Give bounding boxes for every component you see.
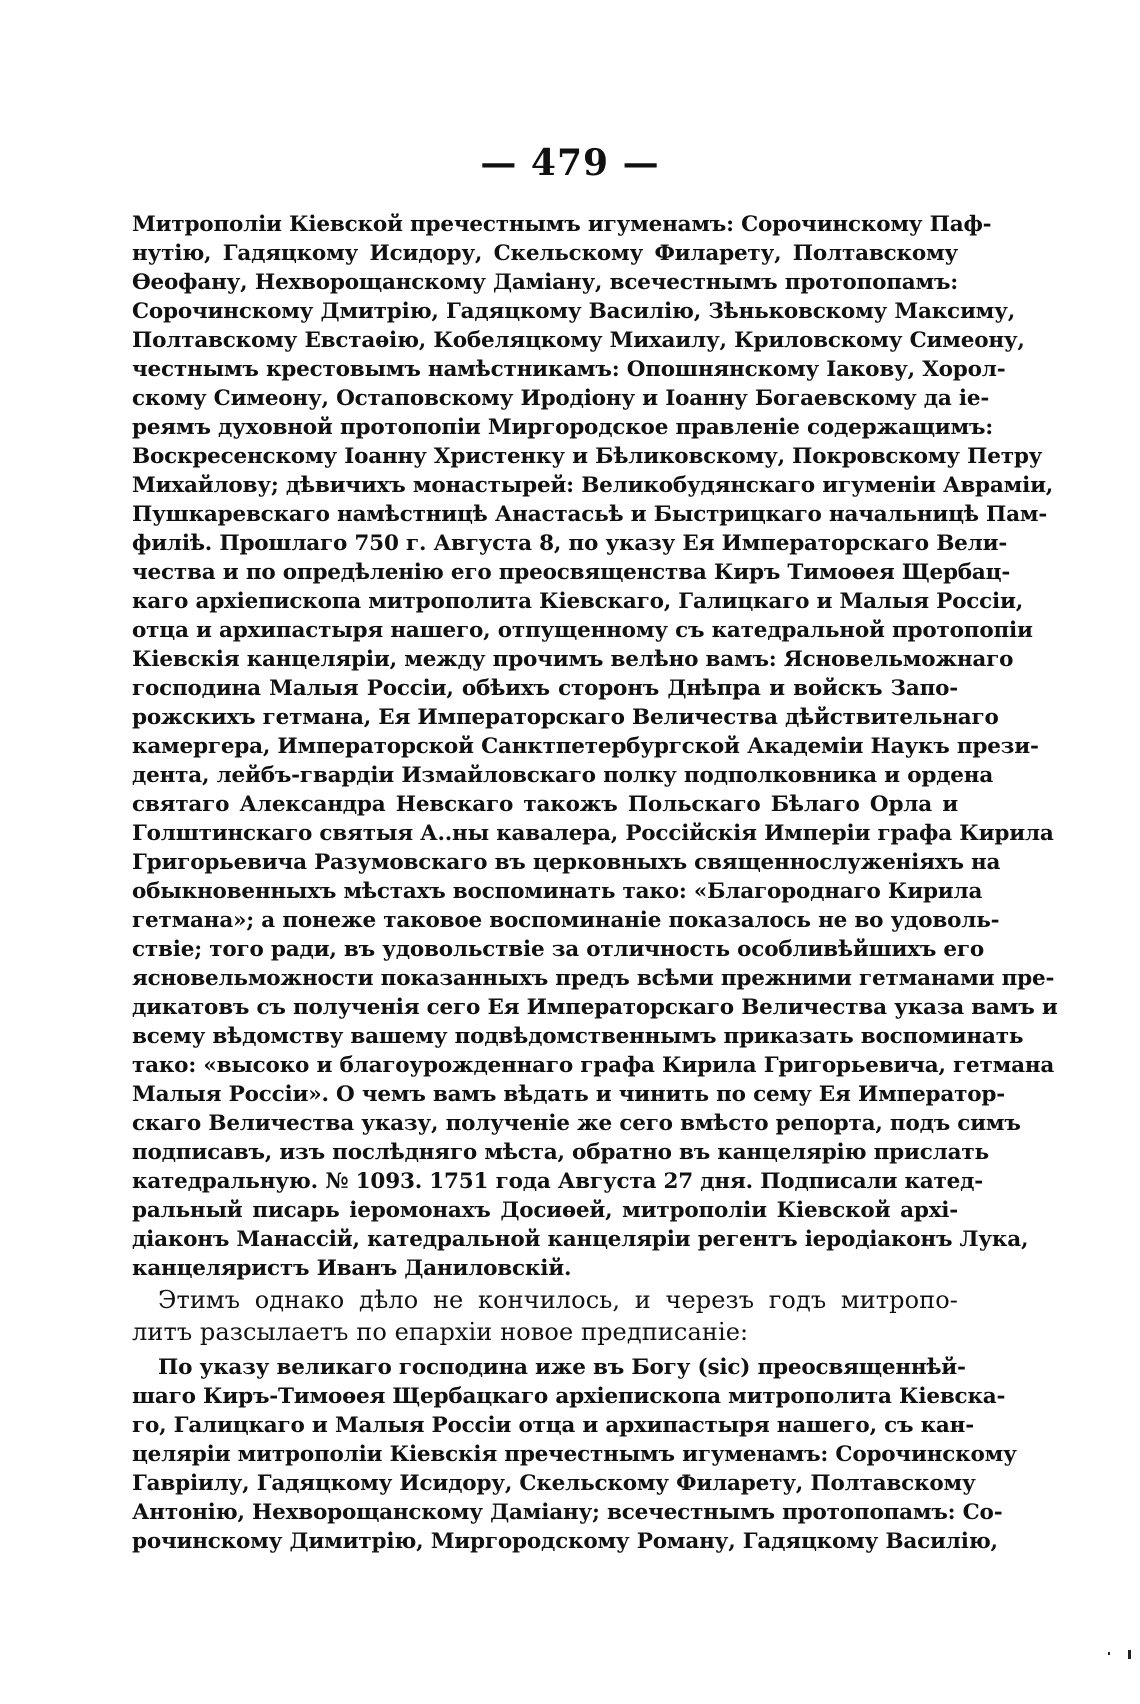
text-line: ствіе; того ради, въ удовольствіе за отличность особливѣйшихъ его (132, 937, 985, 962)
text-line: реямъ духовной протопопіи Миргородское правленіе содержащимъ: (132, 415, 994, 440)
text-line: филіѣ. Прошлаго 750 г. Августа 8, по указу Ея Императорскаго Вели- (132, 531, 1008, 556)
text-line: Ѳеофану, Нехворощанскому Даміану, всечестнымъ протопопамъ: (132, 270, 958, 295)
text-line: гетмана»; а понеже таковое воспоминаніе показалось не во удоволь- (132, 908, 1000, 933)
text-line: святаго Александра Невскаго такожъ Польскаго Бѣлаго Орла и (132, 792, 958, 817)
text-line: Пушкаревскаго намѣстницѣ Анастасьѣ и Быстрицкаго начальницѣ Пам- (132, 502, 1048, 527)
text-line: всему вѣдомству вашему подвѣдомственнымъ приказать воспоминать (132, 1024, 1024, 1049)
text-line: ясновельможности показанныхъ предъ всѣми прежними гетманами пре- (132, 966, 1055, 991)
text-line: обыкновенныхъ мѣстахъ воспоминать тако: «Благороднаго Кирила (132, 879, 983, 904)
text-line: честнымъ крестовымъ намѣстникамъ: Опошнянскому Іакову, Хорол- (132, 357, 1006, 382)
page-number: — 479 — (480, 142, 660, 184)
text-line: дикатовъ съ полученія сего Ея Императорскаго Величества указа вамъ и (132, 995, 1058, 1020)
text-line: каго архіепископа митрополита Кіевскаго, Галицкаго и Малыя Россіи, (132, 589, 1024, 614)
paragraph-decree-new (132, 1353, 1017, 1556)
text-line: скому Симеону, Остаповскому Иродіону и Іоанну Богаевскому да іе- (132, 386, 990, 411)
text-line: Митрополіи Кіевской пречестнымъ игуменамъ: Сорочинскому Паф- (132, 212, 992, 237)
text-line: тако: «высоко и благоурожденнаго графа Кирила Григорьевича, гетмана (132, 1053, 1055, 1078)
text-line: Михайлову; дѣвичихъ монастырей: Великобудянскаго игуменіи Авраміи, (132, 473, 1054, 498)
text-line: Григорьевича Разумовскаго въ церковныхъ священнослуженіяхъ на (132, 850, 1001, 875)
text-line: Гавріилу, Гадяцкому Исидору, Скельскому Филарету, Полтавскому (132, 1471, 976, 1496)
text-line: рочинскому Димитрію, Миргородскому Роману, Гадяцкому Василію, (132, 1529, 998, 1554)
text-line: господина Малыя Россіи, обѣихъ сторонъ Днѣпра и войскъ Запо- (132, 676, 958, 701)
text-line: Кіевскія канцеляріи, между прочимъ велѣно вамъ: Ясновельможнаго (132, 647, 1014, 672)
text-line: рожскихъ гетмана, Ея Императорскаго Величества дѣйствительнаго (132, 705, 999, 730)
paragraph-decree-1750 (132, 210, 1058, 1283)
text-line: Этимъ однако дѣло не кончилось, и черезъ годъ митропо- (158, 1286, 958, 1314)
text-line: дента, лейбъ-гвардіи Измайловскаго полку подполковника и ордена (132, 763, 994, 788)
text-line: діаконъ Манассій, катедральной канцеляріи регентъ іеродіаконъ Лука, (132, 1227, 1029, 1252)
text-line: подписавъ, изъ послѣдняго мѣста, обратно въ канцелярію прислать (132, 1140, 989, 1165)
text-line: ральный писарь іеромонахъ Досиѳей, митрополіи Кіевской архі- (132, 1198, 958, 1223)
text-line: Воскресенскому Іоанну Христенку и Бѣликовскому, Покровскому Петру (132, 444, 1043, 469)
text-line: катедральную. № 1093. 1751 года Августа 27 дня. Подписали катед- (132, 1169, 983, 1194)
text-line: камергера, Императорской Санктпетербургской Академіи Наукъ прези- (132, 734, 1039, 759)
text-line: скаго Величества указу, полученіе же сего вмѣсто репорта, подъ симъ (132, 1111, 1021, 1136)
text-line: чества и по опредѣленію его преосвященства Киръ Тимоѳея Щербац- (132, 560, 1011, 585)
text-line: целяріи митрополіи Кіевскія пречестнымъ игуменамъ: Сорочинскому (132, 1442, 1017, 1467)
paragraph-narrative (132, 1284, 958, 1348)
text-line: Малыя Россіи». О чемъ вамъ вѣдать и чинить по сему Ея Император- (132, 1082, 1005, 1107)
scan-speck (1128, 1650, 1131, 1659)
text-line: Полтавскому Евстаѳію, Кобеляцкому Михаилу, Криловскому Симеону, (132, 328, 1025, 353)
text-line: го, Галицкаго и Малыя Россіи отца и архипастыря нашего, съ кан- (132, 1413, 974, 1438)
text-line: литъ разсылаетъ по епархіи новое предписаніе: (132, 1318, 749, 1346)
text-line: Антонію, Нехворощанскому Даміану; всечестнымъ протопопамъ: Со- (132, 1500, 1003, 1525)
scan-speck (1108, 1652, 1110, 1655)
text-line: нутію, Гадяцкому Исидору, Скельскому Филарету, Полтавскому (132, 241, 958, 266)
text-line: По указу великаго господина иже въ Богу (sic) преосвященнѣй- (158, 1355, 966, 1380)
text-line: Сорочинскому Дмитрію, Гадяцкому Василію, Зѣньковскому Максиму, (132, 299, 1016, 324)
text-line: канцеляристъ Иванъ Даниловскій. (132, 1256, 572, 1281)
text-line: шаго Киръ-Тимоѳея Щербацкаго архіепископа митрополита Кіевска- (132, 1384, 1006, 1409)
text-line: Голштинскаго святыя А..ны кавалера, Россійскія Имперіи графа Кирила (132, 821, 1054, 846)
text-line: отца и архипастыря нашего, отпущенному съ катедральной протопопіи (132, 618, 1033, 643)
